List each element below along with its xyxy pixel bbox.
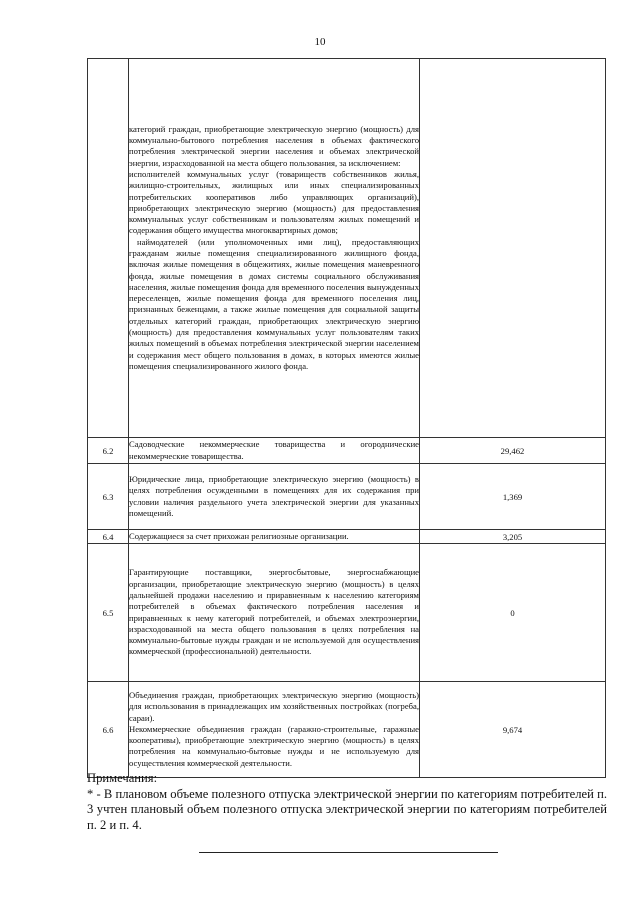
notes-title: Примечания: bbox=[87, 771, 158, 785]
row-description bbox=[129, 59, 420, 438]
row-description bbox=[129, 544, 420, 682]
description-paragraph: категорий граждан, приобретающие электрическую энергию (мощность) для коммунально-бытового потребления населения в объемах фактического потребления электрической энергии населения и объемах электрической энергии, израсходованной на места общего пользования, за исключением: bbox=[129, 123, 419, 168]
row-value: 0 bbox=[420, 544, 606, 682]
row-description bbox=[129, 438, 420, 464]
row-number bbox=[88, 59, 129, 438]
description-paragraph: Садоводческие некоммерческие товарищества и огороднические некоммерческие товарищества. bbox=[129, 439, 419, 461]
footer-divider bbox=[199, 852, 498, 853]
notes-section bbox=[87, 771, 607, 833]
description-paragraph: наймодателей (или уполномоченных ими лиц), предоставляющих гражданам жилые помещения специализированного жилищного фонда, включая жилые помещения в общежитиях, жилые помещения маневренного фонда, жилые помещения в домах системы социального обслуживания населения, жилые помещения фонда для временного поселения вынужденных переселенцев, жилые помещения фонда для временного поселения лиц, признанных беженцами, а также жилые помещения для социальной защиты отдельных категорий граждан, приобретающих электрическую энергию (мощность) для предоставления коммунальных услуг пользователям таких жилых помещений в объемах потребления электрической энергии населением и содержания мест общего пользования в домах, в которых имеются жилые помещения специализированного жилого фонда. bbox=[129, 236, 419, 371]
row-number: 6.6 bbox=[88, 682, 129, 778]
row-value: 1,369 bbox=[420, 464, 606, 530]
tariff-table bbox=[87, 58, 606, 778]
description-paragraph: Некоммерческие объединения граждан (гаражно-строительные, гаражные кооперативы), приобретающие электрическую энергию (мощность) в целях потребления на коммунально-бытовые нужды и не используемую для осуществления коммерческой деятельности. bbox=[129, 723, 419, 768]
row-value: 29,462 bbox=[420, 438, 606, 464]
table-row bbox=[88, 438, 606, 464]
table-row bbox=[88, 464, 606, 530]
table-row bbox=[88, 544, 606, 682]
table-row bbox=[88, 530, 606, 544]
page-number: 10 bbox=[314, 36, 326, 48]
description-paragraph: Объединения граждан, приобретающих электрическую энергию (мощность) для использования в принадлежащих им хозяйственных постройках (погреба, сараи). bbox=[129, 689, 419, 723]
row-description bbox=[129, 682, 420, 778]
row-value bbox=[420, 59, 606, 438]
notes-text: * - В плановом объеме полезного отпуска электрической энергии по категориям потребителей п. 3 учтен плановый объем полезного отпуска электрической энергии по категориям потребителей п. 2 и п. 4. bbox=[87, 786, 607, 832]
row-number: 6.3 bbox=[88, 464, 129, 530]
row-number: 6.4 bbox=[88, 530, 129, 544]
row-number: 6.2 bbox=[88, 438, 129, 464]
description-paragraph: Юридические лица, приобретающие электрическую энергию (мощность) в целях потребления осужденными в помещениях для их содержания при условии наличия раздельного учета электрической энергии для указанных помещений. bbox=[129, 473, 419, 518]
table-row bbox=[88, 682, 606, 778]
row-value: 3,205 bbox=[420, 530, 606, 544]
description-paragraph: Гарантирующие поставщики, энергосбытовые, энергоснабжающие организации, приобретающие электрическую энергию (мощность) в целях дальнейшей продажи населению и приравненным к населению категориям потребителей в объемах фактического потребления населения и приравненных к нему категорий потребителей, и объемах электроэнергии, израсходованной на места общего пользования в целях потребления на коммунально-бытовые нужды граждан и не используемой для осуществления коммерческой (профессиональной) деятельности. bbox=[129, 567, 419, 657]
row-number: 6.5 bbox=[88, 544, 129, 682]
row-description bbox=[129, 530, 420, 544]
description-paragraph: исполнителей коммунальных услуг (товариществ собственников жилья, жилищно-строительных, жилищных или иных специализированных потребительских кооперативов либо управляющих организаций), приобретающих электрическую энергию (мощность) для предоставления коммунальных услуг собственникам и пользователям жилых помещений и содержания общего имущества многоквартирных домов; bbox=[129, 168, 419, 236]
row-value: 9,674 bbox=[420, 682, 606, 778]
table-row bbox=[88, 59, 606, 438]
row-description bbox=[129, 464, 420, 530]
description-paragraph: Содержащиеся за счет прихожан религиозные организации. bbox=[129, 530, 349, 541]
